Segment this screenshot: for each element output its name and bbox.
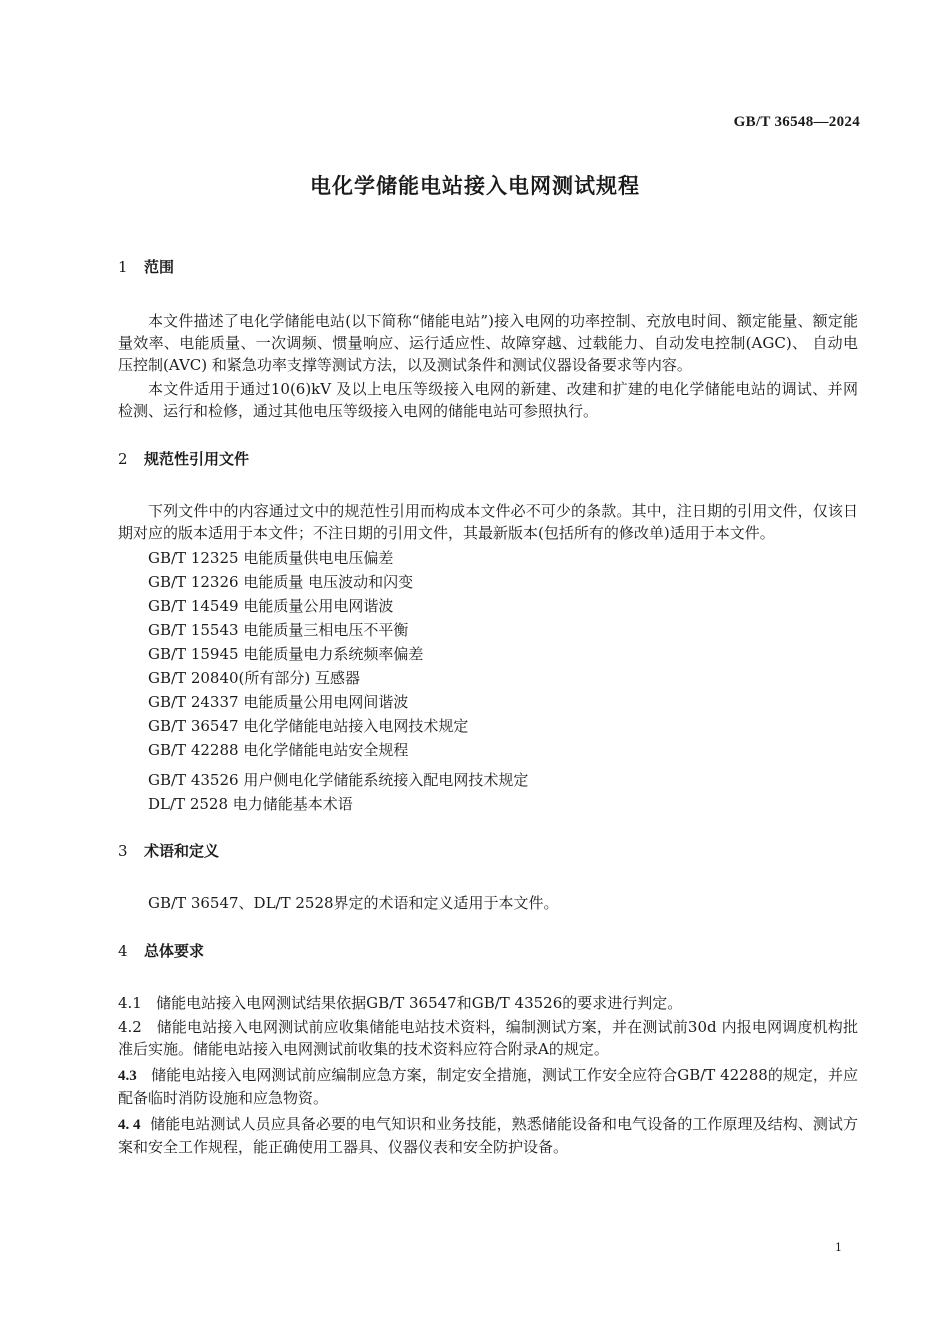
clause-number: 4.3 <box>118 1068 137 1084</box>
clause-text: 储能电站接入电网测试前应编制应急方案，制定安全措施，测试工作安全应符合GB/T 42288的规定，并应配备临时消防设施和应急物资。 <box>118 1066 858 1107</box>
reference-item: GB/T 15543 电能质量三相电压不平衡 <box>148 621 409 639</box>
clause <box>118 1064 858 1109</box>
clause-text: 储能电站测试人员应具备必要的电气知识和业务技能，熟悉储能设备和电气设备的工作原理及结构、测试方案和安全工作规程，能正确使用工器具、仪器仪表和安全防护设备。 <box>118 1115 858 1156</box>
paragraph: GB/T 36547、DL/T 2528界定的术语和定义适用于本文件。 <box>148 894 559 912</box>
reference-item: GB/T 12325 电能质量供电电压偏差 <box>148 549 394 567</box>
paragraph: 本文件描述了电化学储能电站(以下简称“储能电站”)接入电网的功率控制、充放电时间、额定能量、额定能量效率、电能质量、一次调频、惯量响应、运行适应性、故障穿越、过载能力、自动发电控制(AGC)、 自动电压控制(AVC) 和紧急功率支撑等测试方法，以及测试条件和测试仪器设备要求等内容。 <box>118 312 858 374</box>
reference-item: GB/T 15945 电能质量电力系统频率偏差 <box>148 645 424 663</box>
clause-number: 4.1 <box>118 994 142 1012</box>
document-title: 电化学储能电站接入电网测试规程 <box>310 174 640 198</box>
section-heading: 4 总体要求 <box>118 942 205 960</box>
clause-text: 储能电站接入电网测试前应收集储能电站技术资料，编制测试方案，并在测试前30d 内报电网调度机构批准后实施。储能电站接入电网测试前收集的技术资料应符合附录A的规定。 <box>118 1018 858 1058</box>
clause-number: 4. 4 <box>118 1117 141 1133</box>
section-heading: 3 术语和定义 <box>118 842 220 860</box>
paragraph: 本文件适用于通过10(6)kV 及以上电压等级接入电网的新建、改建和扩建的电化学储能电站的调试、并网检测、运行和检修，通过其他电压等级接入电网的储能电站可参照执行。 <box>118 380 858 420</box>
reference-item: GB/T 12326 电能质量 电压波动和闪变 <box>148 573 414 591</box>
reference-item: DL/T 2528 电力储能基本术语 <box>148 795 353 813</box>
clause <box>118 992 858 1014</box>
section-4 <box>118 940 858 1158</box>
reference-item: GB/T 14549 电能质量公用电网谐波 <box>148 597 394 615</box>
section-heading: 1 范围 <box>118 258 175 276</box>
standard-code: GB/T 36548—2024 <box>733 114 860 130</box>
reference-item: GB/T 36547 电化学储能电站接入电网技术规定 <box>148 717 469 735</box>
page-number: 1 <box>835 1241 842 1254</box>
reference-item: GB/T 43526 用户侧电化学储能系统接入配电网技术规定 <box>148 771 529 789</box>
reference-item: GB/T 42288 电化学储能电站安全规程 <box>148 741 409 759</box>
paragraph: 下列文件中的内容通过文中的规范性引用而构成本文件必不可少的条款。其中，注日期的引用文件，仅该日期对应的版本适用于本文件；不注日期的引用文件，其最新版本(包括所有的修改单)适用于本文件。 <box>118 502 858 542</box>
section-3 <box>118 840 858 914</box>
clause <box>118 1016 858 1060</box>
clause <box>118 1113 858 1158</box>
document-body <box>118 256 858 1158</box>
reference-item: GB/T 24337 电能质量公用电网间谐波 <box>148 693 409 711</box>
clause-number: 4.2 <box>118 1018 142 1036</box>
reference-item: GB/T 20840(所有部分) 互感器 <box>148 669 361 687</box>
section-heading: 2 规范性引用文件 <box>118 450 250 468</box>
section-2 <box>118 448 858 816</box>
clause-text: 储能电站接入电网测试结果依据GB/T 36547和GB/T 43526的要求进行判定。 <box>156 994 683 1012</box>
section-1 <box>118 256 858 422</box>
reference-list <box>148 546 858 816</box>
